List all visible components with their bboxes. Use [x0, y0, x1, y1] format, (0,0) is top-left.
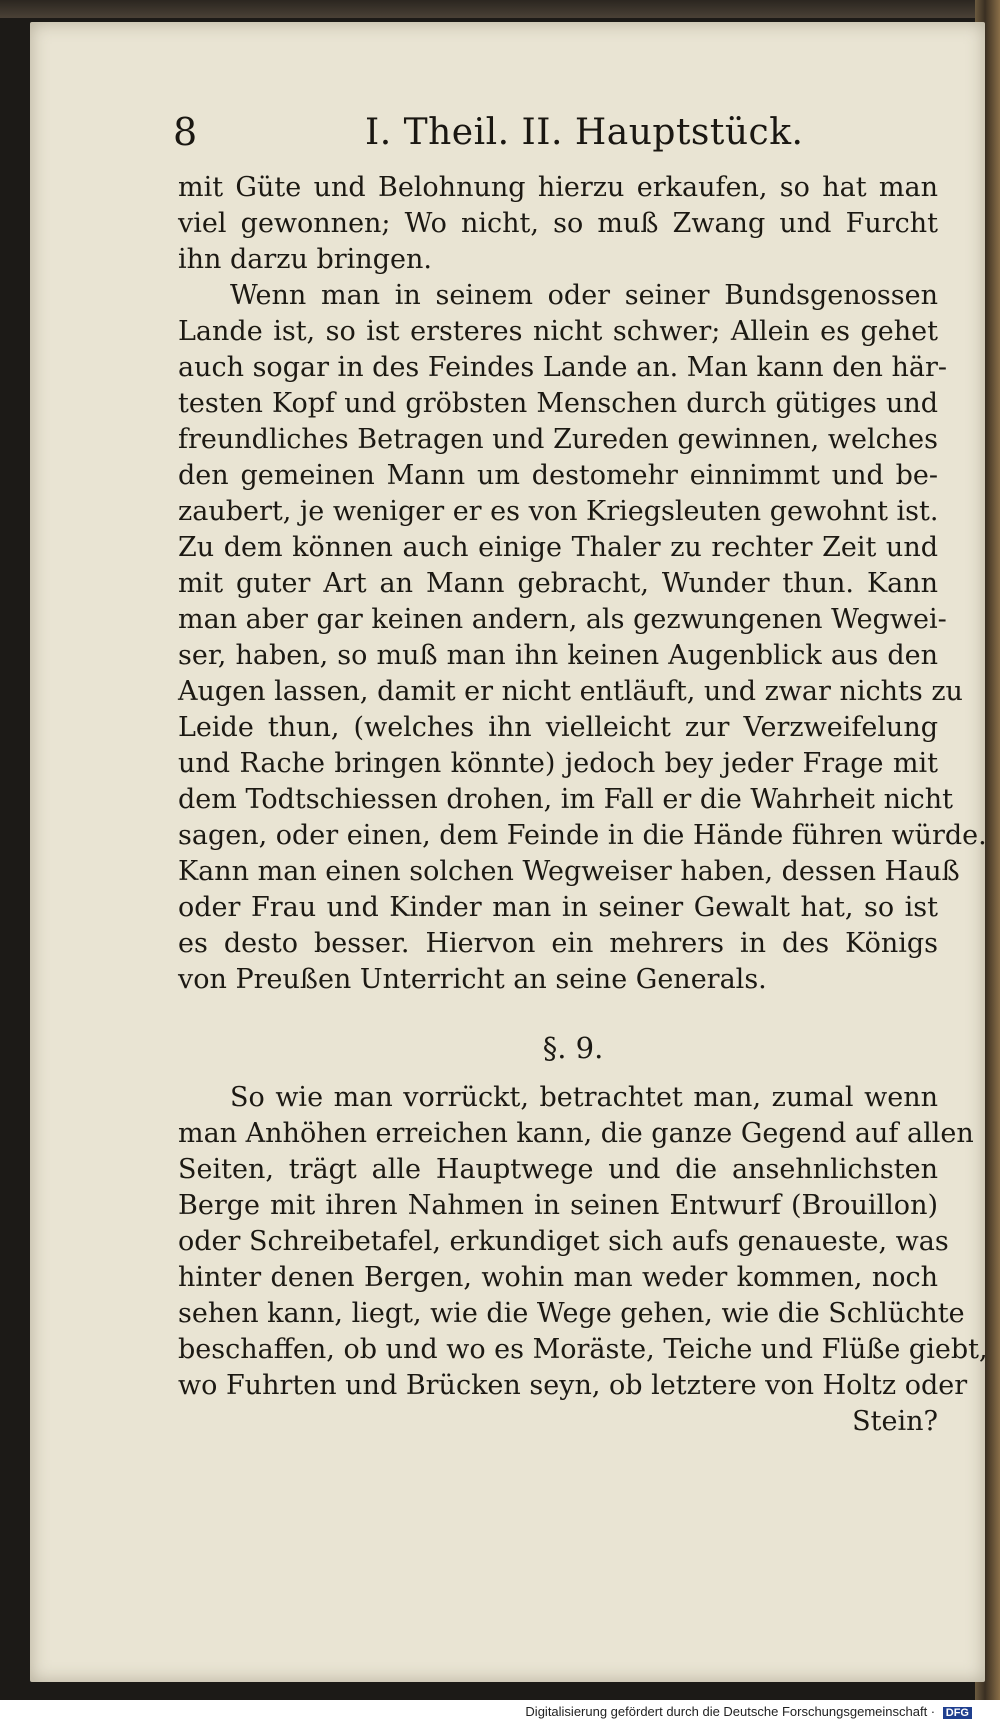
text-line: ser, haben, so muß man ihn keinen Augenblick aus den — [178, 640, 938, 671]
text-line: den gemeinen Mann um destomehr einnimmt und be- — [178, 460, 938, 491]
book-page — [30, 22, 988, 1682]
text-line: von Preußen Unterricht an seine Generals. — [178, 964, 767, 995]
text-line: Berge mit ihren Nahmen in seinen Entwurf (Brouillon) — [178, 1190, 938, 1221]
text-line: freundliches Betragen und Zureden gewinnen, welches — [178, 424, 938, 455]
catchword: Stein? — [852, 1406, 938, 1437]
page-number: 8 — [173, 110, 198, 154]
page-body — [178, 170, 988, 1440]
footer-credit-text: Digitalisierung gefördert durch die Deutsche Forschungsgemeinschaft · — [525, 1704, 936, 1719]
dfg-logo: DFG — [943, 1707, 972, 1719]
text-line: zaubert, je weniger er es von Kriegsleuten gewohnt ist. — [178, 496, 939, 527]
text-line: mit guter Art an Mann gebracht, Wunder thun. Kann — [178, 568, 938, 599]
text-line: testen Kopf und gröbsten Menschen durch gütiges und — [178, 388, 938, 419]
text-line: Kann man einen solchen Wegweiser haben, dessen Hauß — [178, 856, 960, 887]
text-line: Lande ist, so ist ersteres nicht schwer; Allein es gehet — [178, 316, 938, 347]
text-line: Augen lassen, damit er nicht entläuft, und zwar nichts zu — [178, 676, 963, 707]
text-line: Wenn man in seinem oder seiner Bundsgenossen — [230, 280, 938, 311]
text-line: oder Schreibetafel, erkundiget sich aufs genaueste, was — [178, 1226, 949, 1257]
text-line: beschaffen, ob und wo es Moräste, Teiche und Flüße giebt, — [178, 1334, 988, 1365]
section-heading: §. 9. — [542, 1031, 604, 1065]
text-line: man aber gar keinen andern, als gezwungenen Wegwei- — [178, 604, 947, 635]
text-line: So wie man vorrückt, betrachtet man, zumal wenn — [230, 1082, 938, 1113]
text-line: sehen kann, liegt, wie die Wege gehen, wie die Schlüchte — [178, 1298, 965, 1329]
digitization-footer — [0, 1700, 1000, 1726]
text-line: Leide thun, (welches ihn vielleicht zur Verzweifelung — [178, 712, 938, 743]
text-line: man Anhöhen erreichen kann, die ganze Gegend auf allen — [178, 1118, 974, 1149]
text-line: Seiten, trägt alle Hauptwege und die ansehnlichsten — [178, 1154, 938, 1185]
text-line: auch sogar in des Feindes Lande an. Man kann den här- — [178, 352, 948, 383]
text-line: Zu dem können auch einige Thaler zu rechter Zeit und — [178, 532, 938, 563]
footer-credit — [525, 1704, 972, 1719]
text-line: viel gewonnen; Wo nicht, so muß Zwang und Furcht — [178, 208, 938, 239]
running-head-title: I. Theil. II. Hauptstück. — [365, 112, 804, 153]
text-line: oder Frau und Kinder man in seiner Gewalt hat, so ist — [178, 892, 938, 923]
text-line: und Rache bringen könnte) jedoch bey jeder Frage mit — [178, 748, 938, 779]
scan-top-edge — [0, 0, 1000, 18]
text-line: mit Güte und Belohnung hierzu erkaufen, so hat man — [178, 172, 938, 203]
running-head — [30, 110, 985, 170]
text-line: hinter denen Bergen, wohin man weder kommen, noch — [178, 1262, 938, 1293]
text-line: sagen, oder einen, dem Feinde in die Hände führen würde. — [178, 820, 987, 851]
text-line: es desto besser. Hiervon ein mehrers in des Königs — [178, 928, 938, 959]
text-line: ihn darzu bringen. — [178, 244, 432, 275]
text-line: wo Fuhrten und Brücken seyn, ob letztere von Holtz oder — [178, 1370, 968, 1401]
text-line: dem Todtschiessen drohen, im Fall er die Wahrheit nicht — [178, 784, 953, 815]
